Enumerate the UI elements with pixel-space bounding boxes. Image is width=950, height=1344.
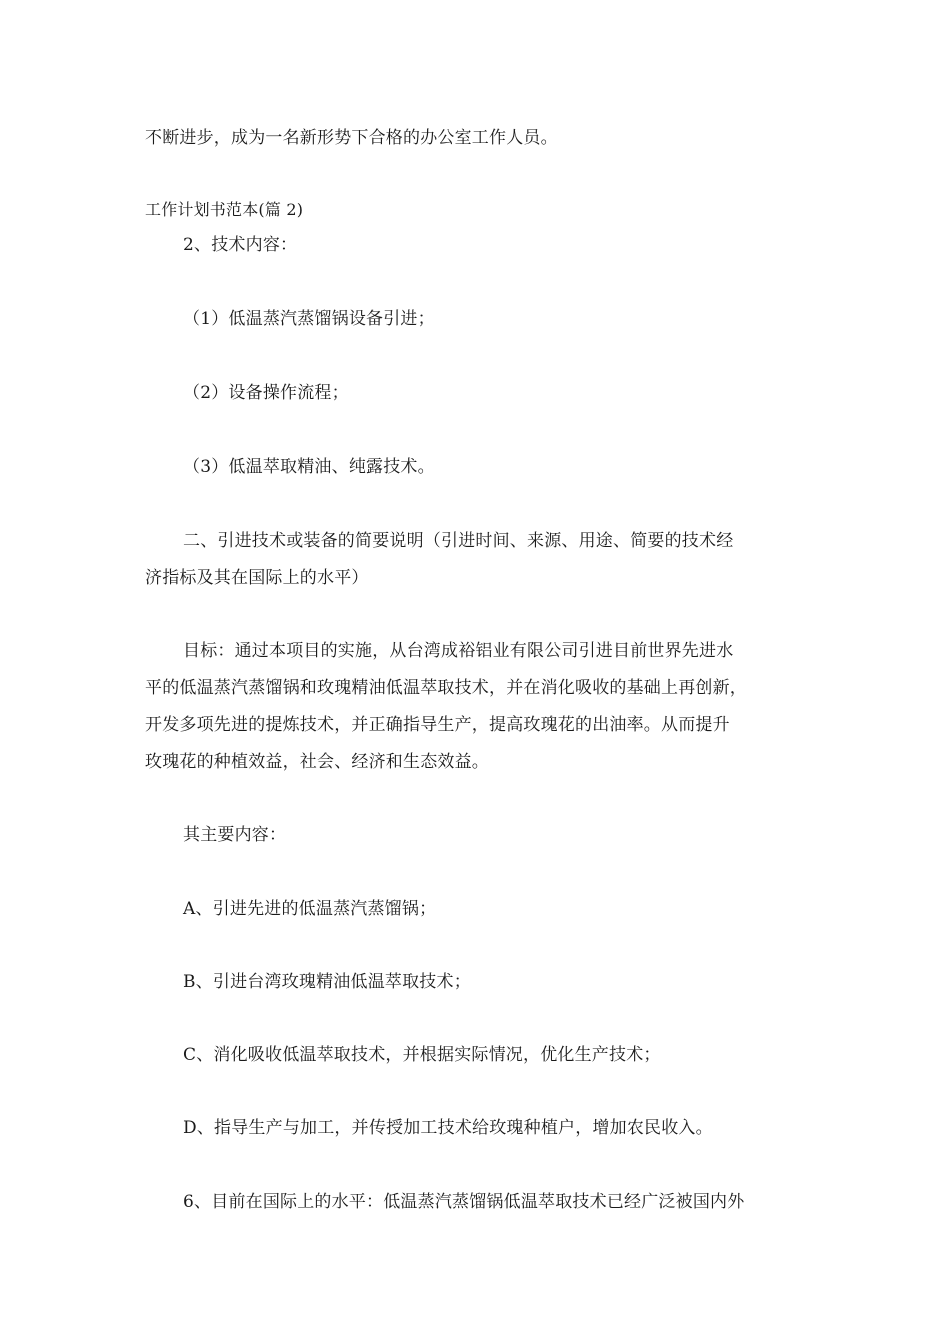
paragraph-line: 目标：通过本项目的实施，从台湾成裕铝业有限公司引进目前世界先进水	[183, 641, 734, 661]
paragraph-line: 二、引进技术或装备的简要说明（引进时间、来源、用途、简要的技术经	[183, 531, 734, 551]
paragraph-line: 其主要内容：	[183, 825, 287, 845]
list-item: （2）设备操作流程；	[183, 383, 349, 403]
list-item: （1）低温蒸汽蒸馏锅设备引进；	[183, 309, 435, 329]
section-heading: 工作计划书范本(篇 2)	[145, 200, 304, 219]
list-item: A、引进先进的低温蒸汽蒸馏锅；	[183, 899, 437, 919]
paragraph-line: 玫瑰花的种植效益，社会、经济和生态效益。	[145, 752, 489, 772]
paragraph-line: 平的低温蒸汽蒸馏锅和玫瑰精油低温萃取技术，并在消化吸收的基础上再创新，	[145, 678, 747, 698]
list-item: C、消化吸收低温萃取技术，并根据实际情况，优化生产技术；	[183, 1045, 661, 1065]
list-item: D、指导生产与加工，并传授加工技术给玫瑰种植户，增加农民收入。	[183, 1118, 713, 1138]
subsection-heading: 2、技术内容：	[183, 235, 298, 255]
paragraph-line-1: 不断进步，成为一名新形势下合格的办公室工作人员。	[145, 128, 558, 148]
paragraph-line: 开发多项先进的提炼技术，并正确指导生产，提高玫瑰花的出油率。从而提升	[145, 715, 730, 735]
list-item: B、引进台湾玫瑰精油低温萃取技术；	[183, 972, 471, 992]
list-item: （3）低温萃取精油、纯露技术。	[183, 457, 435, 477]
paragraph-line: 济指标及其在国际上的水平）	[145, 568, 369, 588]
paragraph-line: 6、目前在国际上的水平：低温蒸汽蒸馏锅低温萃取技术已经广泛被国内外	[183, 1192, 745, 1212]
